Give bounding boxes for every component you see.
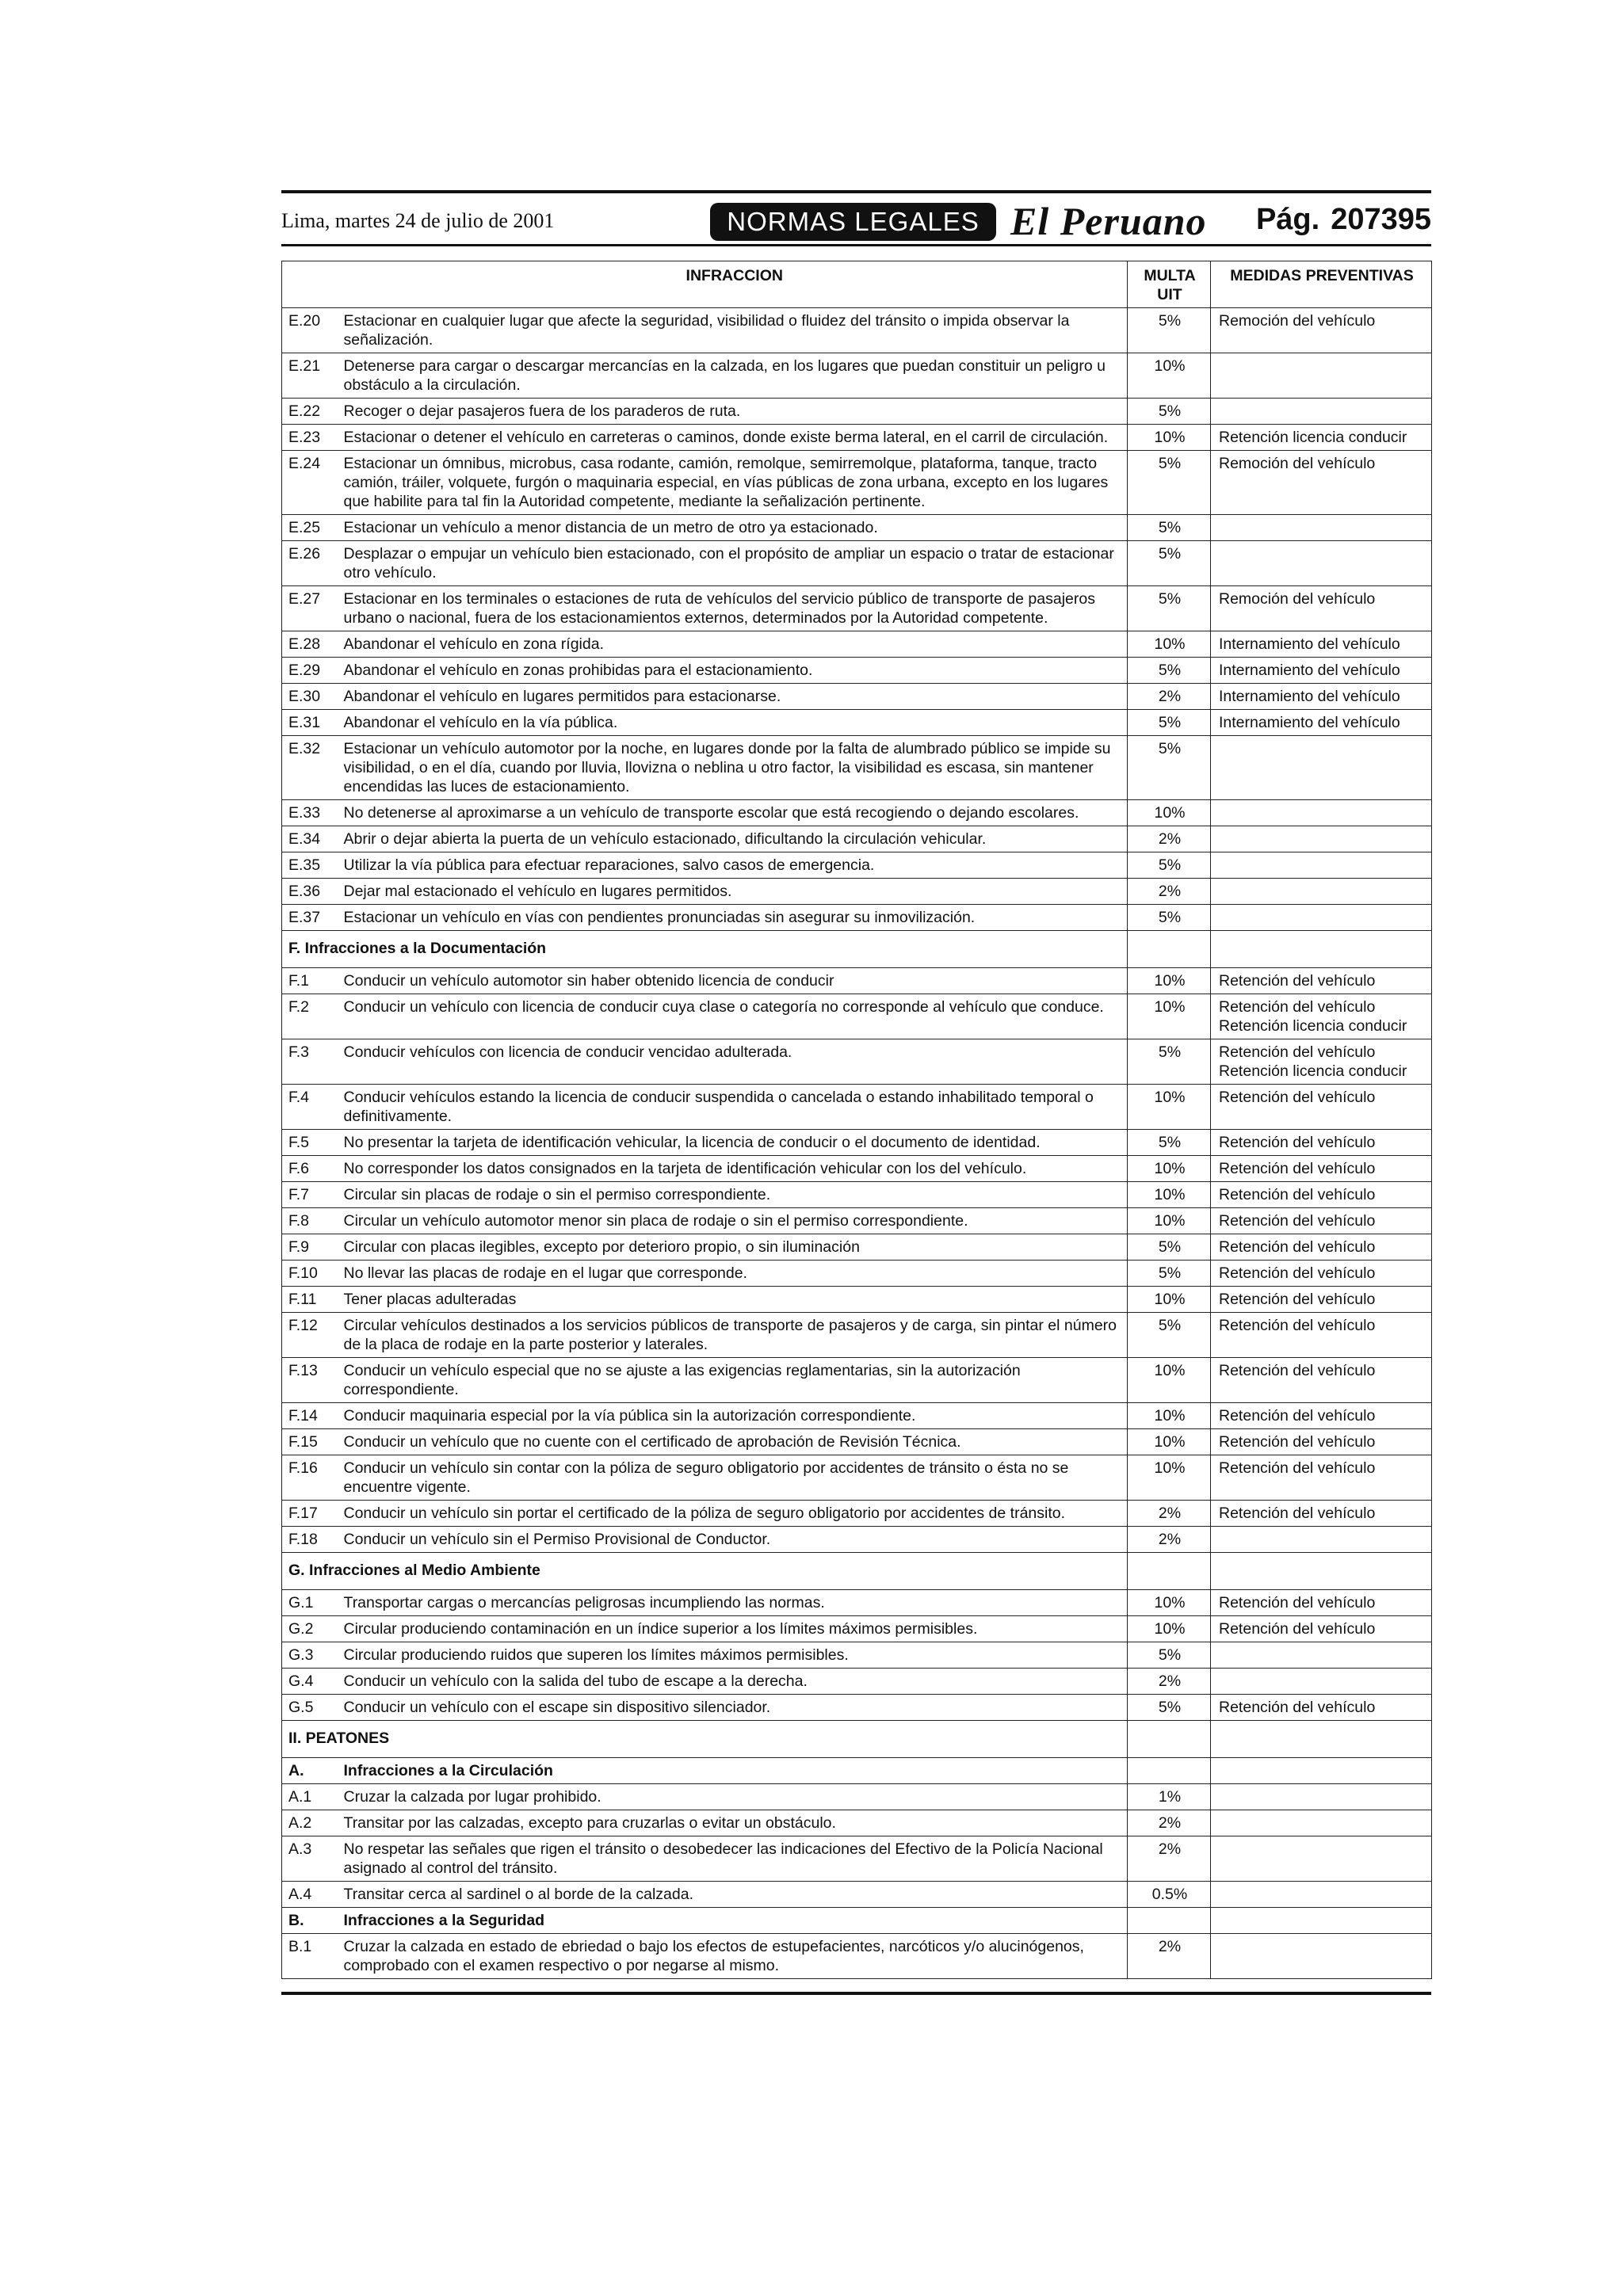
subsection-heading-row xyxy=(282,1758,1432,1784)
infraction-description: No llevar las placas de rodaje en el lugar que corresponde. xyxy=(341,1261,1128,1287)
infraction-description: Estacionar un vehículo automotor por la noche, en lugares donde por la falta de alumbrado público se impide su visibilidad, o en el día, cuando por lluvia, llovizna o neblina u otro factor, la visibilidad es escasa, sin mantener encendidas las luces de estacionamiento. xyxy=(341,736,1128,800)
preventive-measures xyxy=(1211,1182,1432,1208)
table-row xyxy=(282,1039,1432,1085)
infraction-description: Conducir un vehículo con licencia de conducir cuya clase o categoría no corresponde al vehículo que conduce. xyxy=(341,994,1128,1039)
infraction-description: Detenerse para cargar o descargar mercancías en la calzada, en los lugares que puedan constituir un peligro u obstáculo a la circulación. xyxy=(341,353,1128,399)
infraction-description: Utilizar la vía pública para efectuar reparaciones, salvo casos de emergencia. xyxy=(341,852,1128,879)
table-row xyxy=(282,1882,1432,1908)
fine-percentage: 10% xyxy=(1128,994,1211,1039)
subsection-heading: Infracciones a la Circulación xyxy=(341,1758,1128,1784)
infraction-code: F.18 xyxy=(282,1527,341,1553)
preventive-measures xyxy=(1211,308,1432,353)
section-heading-row xyxy=(282,1553,1432,1590)
preventive-measure: Retención del vehículo xyxy=(1219,1238,1376,1256)
infraction-description: Dejar mal estacionado el vehículo en lugares permitidos. xyxy=(341,879,1128,905)
table-row xyxy=(282,994,1432,1039)
fine-percentage: 2% xyxy=(1128,1836,1211,1882)
preventive-measures xyxy=(1211,353,1432,399)
fine-percentage: 10% xyxy=(1128,1616,1211,1642)
infractions-table xyxy=(281,261,1432,1979)
table-row xyxy=(282,1403,1432,1429)
table-row xyxy=(282,1234,1432,1261)
preventive-measures xyxy=(1211,1669,1432,1695)
medidas-cell-empty xyxy=(1211,1758,1432,1784)
fine-percentage: 5% xyxy=(1128,905,1211,931)
preventive-measure: Retención del vehículo xyxy=(1219,998,1376,1016)
preventive-measures xyxy=(1211,1039,1432,1085)
preventive-measures xyxy=(1211,425,1432,451)
preventive-measures xyxy=(1211,1501,1432,1527)
fine-percentage: 5% xyxy=(1128,515,1211,541)
preventive-measure: Retención del vehículo xyxy=(1219,1089,1376,1106)
infraction-code: E.22 xyxy=(282,399,341,425)
infraction-code: F.4 xyxy=(282,1085,341,1130)
infraction-description: Circular un vehículo automotor menor sin placa de rodaje o sin el permiso correspondiente. xyxy=(341,1208,1128,1234)
preventive-measure: Internamiento del vehículo xyxy=(1219,688,1400,705)
preventive-measure: Retención del vehículo xyxy=(1219,1264,1376,1282)
preventive-measure: Internamiento del vehículo xyxy=(1219,662,1400,679)
infraction-code: E.34 xyxy=(282,826,341,852)
infraction-code: E.28 xyxy=(282,631,341,658)
fine-percentage: 10% xyxy=(1128,631,1211,658)
preventive-measures xyxy=(1211,1642,1432,1669)
table-row xyxy=(282,658,1432,684)
infraction-description: Abandonar el vehículo en la vía pública. xyxy=(341,710,1128,736)
fine-percentage: 5% xyxy=(1128,736,1211,800)
table-row xyxy=(282,451,1432,515)
infraction-description: Estacionar un vehículo a menor distancia de un metro de otro ya estacionado. xyxy=(341,515,1128,541)
infraction-code: F.12 xyxy=(282,1313,341,1358)
preventive-measure: Remoción del vehículo xyxy=(1219,590,1376,608)
table-row xyxy=(282,1934,1432,1979)
preventive-measure: Retención del vehículo xyxy=(1219,1594,1376,1611)
newspaper-logo: El Peruano xyxy=(1010,199,1207,243)
fine-percentage: 5% xyxy=(1128,586,1211,631)
multa-cell-empty xyxy=(1128,1758,1211,1784)
fine-percentage: 5% xyxy=(1128,1642,1211,1669)
multa-cell-empty xyxy=(1128,1553,1211,1590)
medidas-cell-empty xyxy=(1211,931,1432,968)
fine-percentage: 5% xyxy=(1128,710,1211,736)
fine-percentage: 10% xyxy=(1128,968,1211,994)
medidas-cell-empty xyxy=(1211,1553,1432,1590)
preventive-measure: Retención licencia conducir xyxy=(1219,1017,1407,1035)
fine-percentage: 10% xyxy=(1128,1182,1211,1208)
preventive-measures xyxy=(1211,541,1432,586)
infraction-code: F.16 xyxy=(282,1455,341,1501)
preventive-measures xyxy=(1211,1208,1432,1234)
preventive-measure: Internamiento del vehículo xyxy=(1219,635,1400,653)
preventive-measure: Retención del vehículo xyxy=(1219,1620,1376,1638)
preventive-measure: Remoción del vehículo xyxy=(1219,455,1376,472)
header-bottom-rule xyxy=(281,244,1431,246)
fine-percentage: 5% xyxy=(1128,1234,1211,1261)
infraction-description: Circular produciendo contaminación en un índice superior a los límites máximos permisibles. xyxy=(341,1616,1128,1642)
infraction-code: F.5 xyxy=(282,1130,341,1156)
table-row xyxy=(282,1182,1432,1208)
fine-percentage: 2% xyxy=(1128,1810,1211,1836)
infraction-description: Conducir un vehículo especial que no se ajuste a las exigencias reglamentarias, sin la autorización correspondiente. xyxy=(341,1358,1128,1403)
preventive-measures xyxy=(1211,1784,1432,1810)
fine-percentage: 2% xyxy=(1128,1669,1211,1695)
fine-percentage: 10% xyxy=(1128,1455,1211,1501)
fine-percentage: 10% xyxy=(1128,353,1211,399)
fine-percentage: 2% xyxy=(1128,879,1211,905)
infraction-description: Estacionar un ómnibus, microbus, casa rodante, camión, remolque, semirremolque, plataforma, tanque, tracto camión, tráiler, volquete, furgón o maquinaria especial, en vías públicas de zona urbana, excepto en los lugares que habilite para tal fin la Autoridad competente, mediante la señalización pertinente. xyxy=(341,451,1128,515)
preventive-measure: Remoción del vehículo xyxy=(1219,312,1376,330)
preventive-measures xyxy=(1211,1616,1432,1642)
preventive-measures xyxy=(1211,1261,1432,1287)
table-row xyxy=(282,684,1432,710)
table-row xyxy=(282,1208,1432,1234)
preventive-measure: Retención del vehículo xyxy=(1219,1459,1376,1477)
preventive-measure: Retención del vehículo xyxy=(1219,1160,1376,1177)
table-row xyxy=(282,1642,1432,1669)
table-row xyxy=(282,826,1432,852)
infraction-code: F.6 xyxy=(282,1156,341,1182)
table-row xyxy=(282,541,1432,586)
page-number xyxy=(1256,203,1431,237)
preventive-measures xyxy=(1211,684,1432,710)
section-heading: F. Infracciones a la Documentación xyxy=(282,931,1128,968)
infraction-description: No detenerse al aproximarse a un vehículo de transporte escolar que está recogiendo o dejando escolares. xyxy=(341,800,1128,826)
page-label: Pág. xyxy=(1255,203,1320,236)
preventive-measure: Retención del vehículo xyxy=(1219,1317,1376,1334)
preventive-measures xyxy=(1211,852,1432,879)
table-row xyxy=(282,879,1432,905)
infraction-description: Abandonar el vehículo en zonas prohibidas para el estacionamiento. xyxy=(341,658,1128,684)
subsection-heading-row xyxy=(282,1908,1432,1934)
table-row xyxy=(282,968,1432,994)
table-row xyxy=(282,1695,1432,1721)
infraction-description: Estacionar en cualquier lugar que afecte la seguridad, visibilidad o fluidez del tránsito o impida observar la señalización. xyxy=(341,308,1128,353)
multa-cell-empty xyxy=(1128,1908,1211,1934)
infraction-code: E.27 xyxy=(282,586,341,631)
fine-percentage: 5% xyxy=(1128,308,1211,353)
table-row xyxy=(282,1810,1432,1836)
table-row xyxy=(282,308,1432,353)
preventive-measure: Internamiento del vehículo xyxy=(1219,714,1400,731)
preventive-measures xyxy=(1211,399,1432,425)
infraction-description: Conducir un vehículo con el escape sin dispositivo silenciador. xyxy=(341,1695,1128,1721)
preventive-measures xyxy=(1211,1358,1432,1403)
preventive-measure: Retención del vehículo xyxy=(1219,1291,1376,1308)
infraction-code: F.17 xyxy=(282,1501,341,1527)
subsection-code: A. xyxy=(282,1758,341,1784)
preventive-measures xyxy=(1211,710,1432,736)
infraction-code: E.30 xyxy=(282,684,341,710)
multa-cell-empty xyxy=(1128,931,1211,968)
preventive-measures xyxy=(1211,879,1432,905)
infraction-description: No corresponder los datos consignados en la tarjeta de identificación vehicular con los del vehículo. xyxy=(341,1156,1128,1182)
table-row xyxy=(282,1156,1432,1182)
infraction-code: E.24 xyxy=(282,451,341,515)
infraction-code: F.10 xyxy=(282,1261,341,1287)
infraction-code: A.2 xyxy=(282,1810,341,1836)
infraction-code: G.4 xyxy=(282,1669,341,1695)
fine-percentage: 5% xyxy=(1128,852,1211,879)
header-medidas: MEDIDAS PREVENTIVAS xyxy=(1211,261,1432,308)
newspaper-page xyxy=(281,190,1431,1995)
infraction-description: Estacionar o detener el vehículo en carreteras o caminos, donde existe berma lateral, en el carril de circulación. xyxy=(341,425,1128,451)
infraction-description: Conducir maquinaria especial por la vía pública sin la autorización correspondiente. xyxy=(341,1403,1128,1429)
infraction-description: Circular produciendo ruidos que superen los límites máximos permisibles. xyxy=(341,1642,1128,1669)
table-row xyxy=(282,586,1432,631)
infraction-code: E.23 xyxy=(282,425,341,451)
preventive-measure: Retención del vehículo xyxy=(1219,1043,1376,1061)
fine-percentage: 10% xyxy=(1128,1287,1211,1313)
fine-percentage: 5% xyxy=(1128,658,1211,684)
fine-percentage: 5% xyxy=(1128,541,1211,586)
infraction-code: F.9 xyxy=(282,1234,341,1261)
preventive-measure: Retención del vehículo xyxy=(1219,1362,1376,1379)
preventive-measures xyxy=(1211,1130,1432,1156)
preventive-measures xyxy=(1211,800,1432,826)
fine-percentage: 10% xyxy=(1128,425,1211,451)
infraction-description: Conducir un vehículo sin portar el certificado de la póliza de seguro obligatorio por accidentes de tránsito. xyxy=(341,1501,1128,1527)
fine-percentage: 10% xyxy=(1128,1208,1211,1234)
preventive-measure: Retención del vehículo xyxy=(1219,1134,1376,1151)
subsection-code: B. xyxy=(282,1908,341,1934)
infraction-description: Circular sin placas de rodaje o sin el permiso correspondiente. xyxy=(341,1182,1128,1208)
table-row xyxy=(282,1616,1432,1642)
preventive-measures xyxy=(1211,1695,1432,1721)
preventive-measures xyxy=(1211,451,1432,515)
preventive-measures xyxy=(1211,1590,1432,1616)
infraction-code: G.5 xyxy=(282,1695,341,1721)
fine-percentage: 1% xyxy=(1128,1784,1211,1810)
table-row xyxy=(282,736,1432,800)
multa-cell-empty xyxy=(1128,1721,1211,1758)
infraction-code: E.32 xyxy=(282,736,341,800)
preventive-measures xyxy=(1211,586,1432,631)
preventive-measure: Retención del vehículo xyxy=(1219,972,1376,990)
infraction-code: E.37 xyxy=(282,905,341,931)
infraction-description: Estacionar en los terminales o estaciones de ruta de vehículos del servicio público de transporte de pasajeros urbano o nacional, fuera de los estacionamientos externos, determinados por la Autoridad competente. xyxy=(341,586,1128,631)
fine-percentage: 10% xyxy=(1128,1358,1211,1403)
infraction-code: F.15 xyxy=(282,1429,341,1455)
preventive-measures xyxy=(1211,515,1432,541)
preventive-measures xyxy=(1211,1934,1432,1979)
section-heading: G. Infracciones al Medio Ambiente xyxy=(282,1553,1128,1590)
table-row xyxy=(282,399,1432,425)
infraction-code: F.2 xyxy=(282,994,341,1039)
infraction-code: E.26 xyxy=(282,541,341,586)
table-row xyxy=(282,1130,1432,1156)
table-row xyxy=(282,905,1432,931)
infraction-code: A.3 xyxy=(282,1836,341,1882)
infraction-code: E.31 xyxy=(282,710,341,736)
preventive-measures xyxy=(1211,1234,1432,1261)
preventive-measures xyxy=(1211,1455,1432,1501)
infraction-code: F.11 xyxy=(282,1287,341,1313)
fine-percentage: 2% xyxy=(1128,1934,1211,1979)
table-row xyxy=(282,1313,1432,1358)
fine-percentage: 10% xyxy=(1128,1403,1211,1429)
infraction-code: G.1 xyxy=(282,1590,341,1616)
table-header xyxy=(282,261,1432,308)
fine-percentage: 10% xyxy=(1128,1429,1211,1455)
preventive-measure: Retención del vehículo xyxy=(1219,1407,1376,1425)
infraction-code: E.29 xyxy=(282,658,341,684)
fine-percentage: 10% xyxy=(1128,1156,1211,1182)
fine-percentage: 0.5% xyxy=(1128,1882,1211,1908)
infraction-description: Circular con placas ilegibles, excepto por deterioro propio, o sin iluminación xyxy=(341,1234,1128,1261)
table-row xyxy=(282,425,1432,451)
infraction-code: A.4 xyxy=(282,1882,341,1908)
infraction-description: Abrir o dejar abierta la puerta de un vehículo estacionado, dificultando la circulación vehicular. xyxy=(341,826,1128,852)
fine-percentage: 10% xyxy=(1128,1085,1211,1130)
infraction-code: E.21 xyxy=(282,353,341,399)
fine-percentage: 5% xyxy=(1128,1130,1211,1156)
table-row xyxy=(282,1455,1432,1501)
infraction-description: Conducir un vehículo con la salida del tubo de escape a la derecha. xyxy=(341,1669,1128,1695)
preventive-measures xyxy=(1211,631,1432,658)
issue-date: Lima, martes 24 de julio de 2001 xyxy=(281,209,555,232)
infraction-description: Conducir vehículos con licencia de conducir vencidao adulterada. xyxy=(341,1039,1128,1085)
section-heading: II. PEATONES xyxy=(282,1721,1128,1758)
preventive-measures xyxy=(1211,1429,1432,1455)
fine-percentage: 5% xyxy=(1128,1039,1211,1085)
footer-rule xyxy=(281,1992,1431,1995)
table-row xyxy=(282,1590,1432,1616)
preventive-measure: Retención del vehículo xyxy=(1219,1505,1376,1522)
infraction-code: E.33 xyxy=(282,800,341,826)
section-badge: NORMAS LEGALES xyxy=(710,203,996,241)
infraction-code: E.35 xyxy=(282,852,341,879)
preventive-measures xyxy=(1211,968,1432,994)
preventive-measures xyxy=(1211,1313,1432,1358)
table-row xyxy=(282,1358,1432,1403)
infraction-description: No respetar las señales que rigen el tránsito o desobedecer las indicaciones del Efectivo de la Policía Nacional asignado al control del tránsito. xyxy=(341,1836,1128,1882)
table-row xyxy=(282,1669,1432,1695)
infraction-description: Abandonar el vehículo en zona rígida. xyxy=(341,631,1128,658)
infraction-description: Transportar cargas o mercancías peligrosas incumpliendo las normas. xyxy=(341,1590,1128,1616)
infraction-description: Cruzar la calzada por lugar prohibido. xyxy=(341,1784,1128,1810)
section-heading-row xyxy=(282,1721,1432,1758)
medidas-cell-empty xyxy=(1211,1721,1432,1758)
preventive-measures xyxy=(1211,994,1432,1039)
preventive-measure: Retención del vehículo xyxy=(1219,1699,1376,1716)
infraction-description: Conducir vehículos estando la licencia de conducir suspendida o cancelada o estando inhabilitado temporal o definitivamente. xyxy=(341,1085,1128,1130)
table-row xyxy=(282,710,1432,736)
table-row xyxy=(282,1836,1432,1882)
preventive-measures xyxy=(1211,1527,1432,1553)
header-infraccion: INFRACCION xyxy=(341,261,1128,308)
infraction-code: F.14 xyxy=(282,1403,341,1429)
preventive-measures xyxy=(1211,1836,1432,1882)
infraction-description: Recoger o dejar pasajeros fuera de los paraderos de ruta. xyxy=(341,399,1128,425)
table-row xyxy=(282,1501,1432,1527)
infraction-description: Transitar cerca al sardinel o al borde de la calzada. xyxy=(341,1882,1128,1908)
fine-percentage: 5% xyxy=(1128,399,1211,425)
table-row xyxy=(282,1784,1432,1810)
infraction-description: Conducir un vehículo sin el Permiso Provisional de Conductor. xyxy=(341,1527,1128,1553)
infraction-code: F.13 xyxy=(282,1358,341,1403)
infraction-code: F.8 xyxy=(282,1208,341,1234)
table-row xyxy=(282,1261,1432,1287)
infraction-description: Conducir un vehículo sin contar con la póliza de seguro obligatorio por accidentes de tránsito o ésta no se encuentre vigente. xyxy=(341,1455,1128,1501)
table-row xyxy=(282,800,1432,826)
preventive-measure: Retención del vehículo xyxy=(1219,1433,1376,1451)
preventive-measures xyxy=(1211,1882,1432,1908)
header-multa: MULTA UIT xyxy=(1128,261,1211,308)
table-body xyxy=(282,308,1432,1979)
preventive-measures xyxy=(1211,1810,1432,1836)
infraction-description: Transitar por las calzadas, excepto para cruzarlas o evitar un obstáculo. xyxy=(341,1810,1128,1836)
medidas-cell-empty xyxy=(1211,1908,1432,1934)
fine-percentage: 2% xyxy=(1128,826,1211,852)
infraction-code: B.1 xyxy=(282,1934,341,1979)
infraction-description: Conducir un vehículo que no cuente con el certificado de aprobación de Revisión Técnica. xyxy=(341,1429,1128,1455)
preventive-measure: Retención licencia conducir xyxy=(1219,429,1407,446)
fine-percentage: 2% xyxy=(1128,1527,1211,1553)
fine-percentage: 10% xyxy=(1128,1590,1211,1616)
preventive-measures xyxy=(1211,826,1432,852)
preventive-measure: Retención del vehículo xyxy=(1219,1186,1376,1203)
preventive-measures xyxy=(1211,1287,1432,1313)
fine-percentage: 5% xyxy=(1128,451,1211,515)
table-row xyxy=(282,353,1432,399)
preventive-measures xyxy=(1211,1403,1432,1429)
infraction-code: F.3 xyxy=(282,1039,341,1085)
header-code-cell xyxy=(282,261,341,308)
infraction-description: Cruzar la calzada en estado de ebriedad o bajo los efectos de estupefacientes, narcóticos y/o alucinógenos, comprobado con el examen respectivo o por negarse al mismo. xyxy=(341,1934,1128,1979)
infraction-code: G.3 xyxy=(282,1642,341,1669)
infraction-code: F.7 xyxy=(282,1182,341,1208)
fine-percentage: 10% xyxy=(1128,800,1211,826)
section-heading-row xyxy=(282,931,1432,968)
preventive-measure: Retención del vehículo xyxy=(1219,1212,1376,1230)
table-row xyxy=(282,1287,1432,1313)
table-row xyxy=(282,1527,1432,1553)
fine-percentage: 5% xyxy=(1128,1261,1211,1287)
page-number-value: 207395 xyxy=(1331,203,1431,236)
preventive-measures xyxy=(1211,736,1432,800)
infraction-code: F.1 xyxy=(282,968,341,994)
table-row xyxy=(282,1429,1432,1455)
table-row xyxy=(282,631,1432,658)
preventive-measures xyxy=(1211,658,1432,684)
preventive-measures xyxy=(1211,905,1432,931)
fine-percentage: 5% xyxy=(1128,1695,1211,1721)
preventive-measures xyxy=(1211,1085,1432,1130)
infraction-code: A.1 xyxy=(282,1784,341,1810)
infraction-description: Abandonar el vehículo en lugares permitidos para estacionarse. xyxy=(341,684,1128,710)
table-row xyxy=(282,1085,1432,1130)
fine-percentage: 5% xyxy=(1128,1313,1211,1358)
fine-percentage: 2% xyxy=(1128,1501,1211,1527)
fine-percentage: 2% xyxy=(1128,684,1211,710)
infraction-code: E.20 xyxy=(282,308,341,353)
preventive-measure: Retención licencia conducir xyxy=(1219,1062,1407,1080)
subsection-heading: Infracciones a la Seguridad xyxy=(341,1908,1128,1934)
infraction-code: E.36 xyxy=(282,879,341,905)
infraction-code: E.25 xyxy=(282,515,341,541)
table-row xyxy=(282,852,1432,879)
infraction-description: Desplazar o empujar un vehículo bien estacionado, con el propósito de ampliar un espacio o tratar de estacionar otro vehículo. xyxy=(341,541,1128,586)
infraction-description: Conducir un vehículo automotor sin haber obtenido licencia de conducir xyxy=(341,968,1128,994)
infraction-description: Tener placas adulteradas xyxy=(341,1287,1128,1313)
preventive-measures xyxy=(1211,1156,1432,1182)
masthead xyxy=(281,193,1431,244)
table-row xyxy=(282,515,1432,541)
infraction-description: Estacionar un vehículo en vías con pendientes pronunciadas sin asegurar su inmovilización. xyxy=(341,905,1128,931)
infraction-description: No presentar la tarjeta de identificación vehicular, la licencia de conducir o el documento de identidad. xyxy=(341,1130,1128,1156)
infraction-description: Circular vehículos destinados a los servicios públicos de transporte de pasajeros y de carga, sin pintar el número de la placa de rodaje en la parte posterior y laterales. xyxy=(341,1313,1128,1358)
infraction-code: G.2 xyxy=(282,1616,341,1642)
